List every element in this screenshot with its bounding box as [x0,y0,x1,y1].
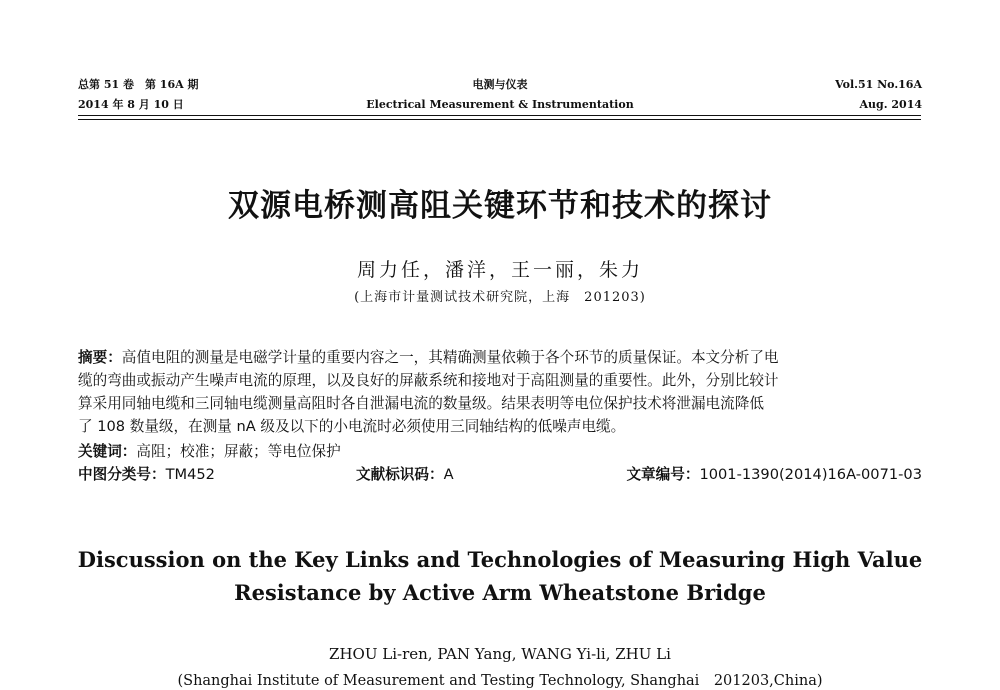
abstract-label: 摘要： [78,349,122,366]
keywords-text: 高阻；校准；屏蔽；等电位保护 [136,443,341,460]
authors-en: ZHOU Li-ren, PAN Yang, WANG Yi-li, ZHU Li [329,645,671,663]
header-volume: Vol.51 No.16A [835,78,922,91]
header-rule [78,115,921,116]
page-title-cn: 双源电桥测高阻关键环节和技术的探讨 [228,188,772,224]
header-journal-en: Electrical Measurement & Instrumentation [366,98,634,111]
header-rule-thin [78,119,921,120]
header-journal-cn: 电测与仪表 [472,78,528,91]
article-number-label: 文章编号： [626,466,700,483]
clc-number [78,463,215,484]
keywords [78,440,341,461]
header-date: 2014 年 8 月 10 日 [78,98,184,111]
keywords-label: 关键词： [78,443,137,460]
authors-cn: 周力任，潘洋，王一丽，朱力 [356,259,643,281]
header-month: Aug. 2014 [859,98,922,111]
affiliation-en: (Shanghai Institute of Measurement and Testing Technology, Shanghai 201203,China) [177,673,823,689]
page-title-en-line1: Discussion on the Key Links and Technologies of Measuring High Value [77,547,923,572]
header-issue: 总第 51 卷 第 16A 期 [78,78,199,91]
article-number-value: 1001-1390(2014)16A-0071-03 [699,466,922,483]
abstract-line [78,346,924,369]
document-code-value: A [443,466,454,483]
article-number [626,463,922,484]
abstract-line: 了 108 数量级，在测量 nA 级及以下的小电流时必须使用三同轴结构的低噪声电缆。 [78,418,626,435]
page-title-en-line2: Resistance by Active Arm Wheatstone Bridge [234,580,766,605]
document-code-label: 文献标识码： [356,466,444,483]
affiliation-cn: (上海市计量测试技术研究院，上海 201203) [354,290,646,305]
clc-label: 中图分类号： [78,466,166,483]
abstract-line: 算采用同轴电缆和三同轴电缆测量高阻时各自泄漏电流的数量级。结果表明等电位保护技术将泄漏电流降低 [78,395,764,412]
document-code [356,463,454,484]
abstract [78,346,924,438]
abstract-text: 高值电阻的测量是电磁学计量的重要内容之一，其精确测量依赖于各个环节的质量保证。本文分析了电 [121,349,779,366]
clc-value: TM452 [165,466,215,483]
abstract-line: 缆的弯曲或振动产生噪声电流的原理，以及良好的屏蔽系统和接地对于高阻测量的重要性。此外，分别比较计 [78,372,779,389]
